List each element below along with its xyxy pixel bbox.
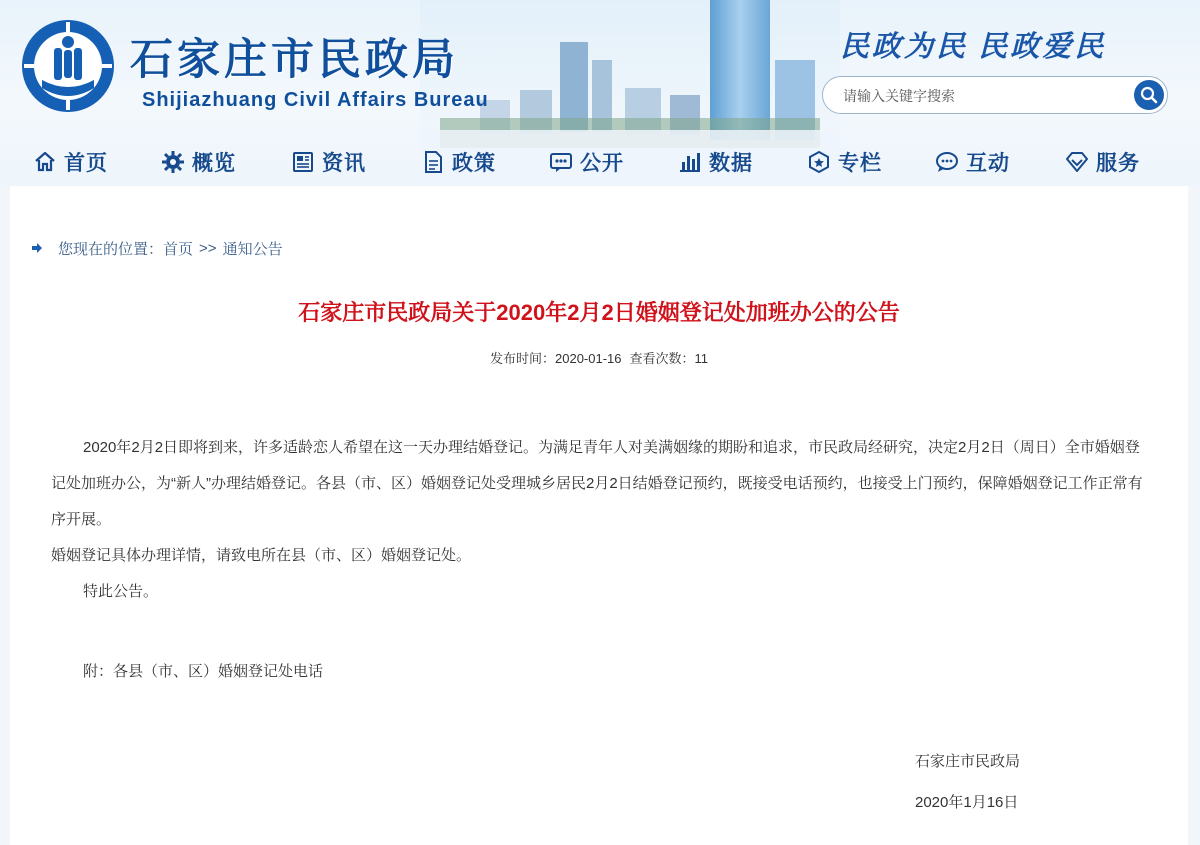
chat-icon (548, 149, 574, 175)
nav-item-label: 首页 (64, 152, 108, 175)
search-icon (1140, 86, 1158, 104)
signature-date: 2020年1月16日 (915, 794, 1019, 811)
article-container (10, 186, 1188, 845)
breadcrumb-prefix: 您现在的位置： (58, 241, 164, 258)
nav-item-label: 数据 (709, 152, 753, 175)
document-icon (420, 149, 446, 175)
nav-item-overview[interactable] (160, 140, 236, 184)
nav-item-data[interactable] (677, 140, 753, 184)
site-header (0, 0, 1200, 186)
newspaper-icon (290, 149, 316, 175)
article-title: 石家庄市民政局关于2020年2月2日婚姻登记处加班办公的公告 (298, 300, 900, 325)
speech-bubble-icon (934, 149, 960, 175)
article-paragraph: 特此公告。 (83, 583, 159, 600)
search-input[interactable] (841, 85, 1125, 107)
attachment-note: 附：各县（市、区）婚姻登记处电话 (83, 663, 324, 680)
nav-item-label: 专栏 (838, 152, 882, 175)
site-subtitle: Shijiazhuang Civil Affairs Bureau (142, 89, 489, 111)
breadcrumb-current-link[interactable]: 通知公告 (222, 241, 283, 258)
diamond-icon (1064, 149, 1090, 175)
arrow-right-icon (32, 240, 42, 257)
nav-item-public[interactable] (548, 140, 624, 184)
nav-item-news[interactable] (290, 140, 366, 184)
breadcrumb-home-link[interactable]: 首页 (163, 241, 194, 258)
search-box (822, 76, 1168, 114)
bureau-logo (20, 18, 116, 114)
nav-item-policy[interactable] (420, 140, 496, 184)
site-title: 石家庄市民政局 (130, 37, 459, 84)
search-button[interactable] (1134, 80, 1164, 110)
signature: 石家庄市民政局 (915, 753, 1021, 770)
publish-time: 发布时间：2020-01-16 (490, 351, 622, 366)
bar-chart-icon (677, 149, 703, 175)
slogan: 民政为民 民政爱民 (840, 31, 1107, 63)
badge-icon (806, 149, 832, 175)
nav-item-label: 互动 (966, 152, 1010, 175)
nav-item-label: 资讯 (322, 152, 366, 175)
nav-item-label: 政策 (452, 152, 496, 175)
main-nav (0, 140, 1200, 184)
article-meta (10, 348, 1188, 367)
article-paragraph: 婚姻登记具体办理详情，请致电所在县（市、区）婚姻登记处。 (51, 547, 472, 564)
article-paragraph: 2020年2月2日即将到来，许多适龄恋人希望在这一天办理结婚登记。为满足青年人对美满姻缘的期盼和追求，市民政局经研究，决定2月2日（周日）全市婚姻登记处加班办公，为“新人”办理结婚登记。各县（市、区）婚姻登记处受理城乡居民2月2日结婚登记预约，既接受电话预约，也接受上门预约，保障婚姻登记工作正常有序开展。 (51, 439, 1143, 528)
nav-item-label: 公开 (580, 152, 624, 175)
nav-item-home[interactable] (32, 140, 108, 184)
article-body (51, 430, 1151, 690)
view-count: 查看次数：11 (629, 351, 708, 366)
nav-item-label: 概览 (192, 152, 236, 175)
nav-item-service[interactable] (1064, 140, 1140, 184)
nav-item-interaction[interactable] (934, 140, 1010, 184)
gear-icon (160, 149, 186, 175)
home-icon (32, 149, 58, 175)
breadcrumb (32, 238, 283, 259)
nav-item-column[interactable] (806, 140, 882, 184)
breadcrumb-separator: >> (199, 240, 217, 257)
nav-item-label: 服务 (1096, 152, 1140, 175)
